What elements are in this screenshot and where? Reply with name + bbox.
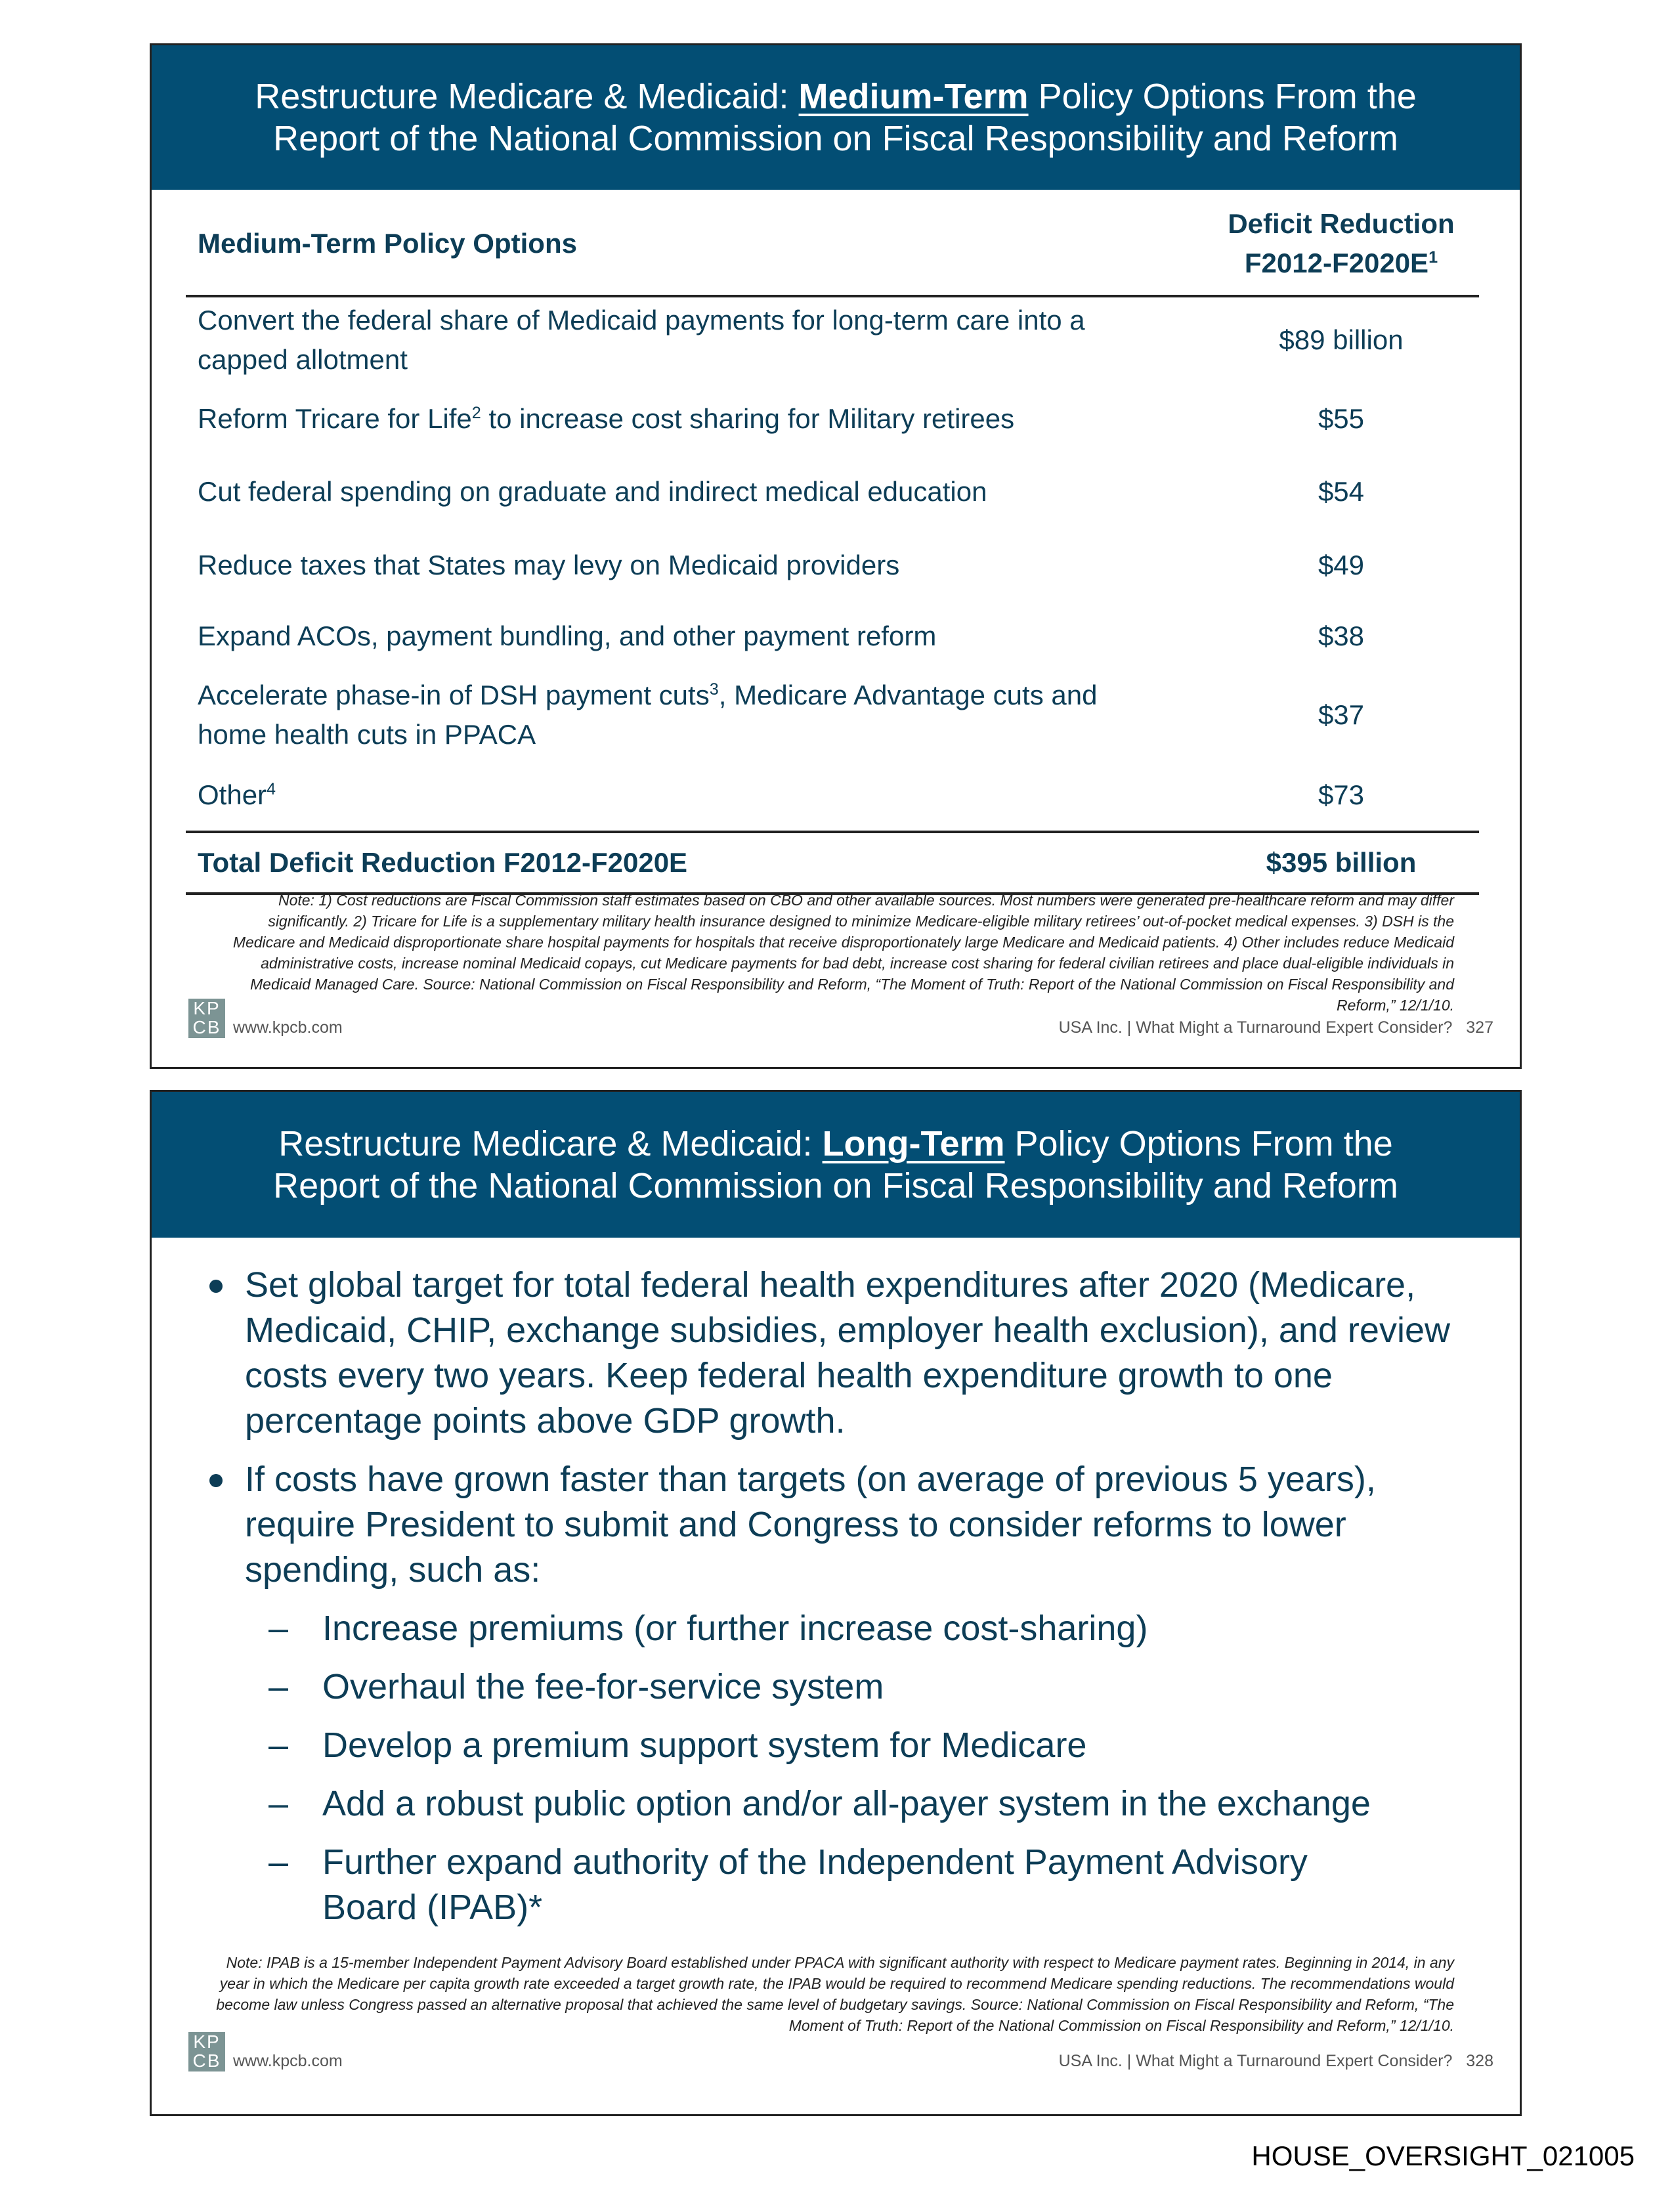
deficit-value: $73 <box>1318 779 1365 810</box>
deficit-value: $89 billion <box>1279 324 1404 355</box>
bullet-item: Set global target for total federal health expenditures after 2020 (Medicare, Medicaid, CHIP, exchange subsidies, employer health exclusion), and review costs every two years. Keep federal health expenditure growth to one percentage points above GDP growth. <box>204 1263 1451 1444</box>
table-row <box>186 760 1479 831</box>
dash-icon: – <box>268 1842 289 1882</box>
sub-bullet-item: – Further expand authority of the Independent Payment Advisory Board (IPAB)* <box>204 1840 1451 1930</box>
bullet-list <box>204 1263 1451 1930</box>
kpcb-logo: KP CB <box>188 2032 225 2071</box>
page-number: 327 <box>1466 1018 1493 1037</box>
footnote: Note: 1) Cost reductions are Fiscal Commission staff estimates based on CBO and other available sources. Most numbers were generated pre-healthcare reform and may differ significantly. 2) Tricare for Life is a supplementary military health insurance designed to minimize Medicare-eligible military retirees’ out-of-pocket medical expenses. 3) DSH is the Medicare and Medicaid disproportionate share hospital payments for hospitals that receive disproportionately large Medicare and Medicaid patients. 4) Other includes reduce Medicaid administrative costs, increase nominal Medicaid copays, cut Medicare payments for bad debt, increase cost sharing for federal civilian retirees and place dual-eligible individuals in Medicaid Managed Care. Source: National Commission on Fiscal Responsibility and Reform, “The Moment of Truth: Report of the National Commission on Fiscal Responsibility and Reform,” 12/1/10. <box>232 892 1454 1014</box>
table-row <box>186 455 1479 529</box>
sub-bullet-item: – Add a robust public option and/or all-payer system in the exchange <box>204 1781 1451 1827</box>
policy-option: Reform Tricare for Life$^2$ to increase cost sharing for Military retirees <box>198 403 1015 434</box>
total-label: Total Deficit Reduction F2012-F2020E <box>198 847 688 878</box>
bates-stamp: HOUSE_OVERSIGHT_021005 <box>1251 2140 1635 2171</box>
slide-title-line2: Report of the National Commission on Fiscal Responsibility and Reform <box>273 119 1398 158</box>
sub-bullet-item: – Develop a premium support system for Medicare <box>204 1723 1451 1768</box>
slide-title-banner <box>152 45 1520 190</box>
title-emphasis: Medium-Term <box>798 77 1029 116</box>
deficit-value: $37 <box>1318 699 1365 730</box>
slide-title-line1: Restructure Medicare & Medicaid: Medium-Term Policy Options From the <box>255 77 1417 116</box>
table-row <box>186 529 1479 602</box>
table-row <box>186 602 1479 670</box>
website-link[interactable]: www.kpcb.com <box>233 1018 343 1037</box>
dash-icon: – <box>268 1784 289 1823</box>
policy-option: Expand ACOs, payment bundling, and other payment reform <box>198 620 937 651</box>
sub-bullet-item: – Increase premiums (or further increase cost-sharing) <box>204 1606 1451 1651</box>
policy-option: Other$^4$ <box>198 779 276 810</box>
table-row <box>186 383 1479 455</box>
slide-328 <box>150 1090 1522 2116</box>
sub-bullet-item: – Overhaul the fee-for-service system <box>204 1664 1451 1710</box>
dash-icon: – <box>268 1667 289 1706</box>
bullet-dot-icon <box>209 1474 223 1487</box>
website-link[interactable]: www.kpcb.com <box>233 2052 343 2070</box>
bullet-item: If costs have grown faster than targets (on average of previous 5 years), require President to submit and Congress to consider reforms to lower spending, such as: <box>204 1457 1451 1593</box>
deficit-value: $49 <box>1318 550 1365 580</box>
slide-title-line2: Report of the National Commission on Fiscal Responsibility and Reform <box>273 1166 1398 1205</box>
deficit-value: $38 <box>1318 620 1365 651</box>
footnote: Note: IPAB is a 15-member Independent Payment Advisory Board established under PPACA with significant authority with respect to Medicare payment rates. Beginning in 2014, in any year in which the Medicare per capita growth rate exceeded a target growth rate, the IPAB would be required to recommend Medicare spending reductions. The recommendations would become law unless Congress passed an alternative proposal that achieved the same level of budgetary savings. Source: National Commission on Fiscal Responsibility and Reform, “The Moment of Truth: Report of the National Commission on Fiscal Responsibility and Reform,” 12/1/10. <box>216 1954 1454 2034</box>
table-row <box>186 670 1479 760</box>
policy-option: Accelerate phase-in of DSH payment cuts$^3$, Medicare Advantage cuts and home health cuts in PPACA <box>198 680 1098 750</box>
slide-footer: USA Inc. | What Might a Turnaround Expert Consider? 327 <box>1058 1018 1493 1037</box>
table-total-row <box>186 831 1479 895</box>
page-number: 328 <box>1466 2052 1493 2070</box>
dash-icon: – <box>268 1609 289 1648</box>
header-deficit-reduction: Deficit Reduction $F2012-F2020E^1$ <box>1228 208 1455 278</box>
slide-footer: USA Inc. | What Might a Turnaround Expert Consider? 328 <box>1058 2052 1493 2070</box>
total-value: $395 billion <box>1266 847 1417 878</box>
policy-option: Cut federal spending on graduate and indirect medical education <box>198 476 987 507</box>
policy-option: Reduce taxes that States may levy on Medicaid providers <box>198 550 900 580</box>
deficit-value: $55 <box>1318 403 1365 434</box>
dash-icon: – <box>268 1725 289 1765</box>
slide-title-line1: Restructure Medicare & Medicaid: Long-Term Policy Options From the <box>278 1124 1393 1163</box>
deficit-value: $54 <box>1318 476 1365 507</box>
slide-327 <box>150 43 1522 1069</box>
policy-options-table <box>186 190 1479 895</box>
policy-option: Convert the federal share of Medicaid payments for long-term care into a capped allotment <box>198 305 1085 375</box>
bullet-dot-icon <box>209 1280 223 1293</box>
slide-title-banner <box>152 1092 1520 1238</box>
table-header <box>186 190 1479 297</box>
header-policy-options: Medium-Term Policy Options <box>198 228 577 259</box>
kpcb-logo: KP CB <box>188 999 225 1038</box>
table-row <box>186 297 1479 383</box>
title-emphasis: Long-Term <box>822 1124 1005 1163</box>
